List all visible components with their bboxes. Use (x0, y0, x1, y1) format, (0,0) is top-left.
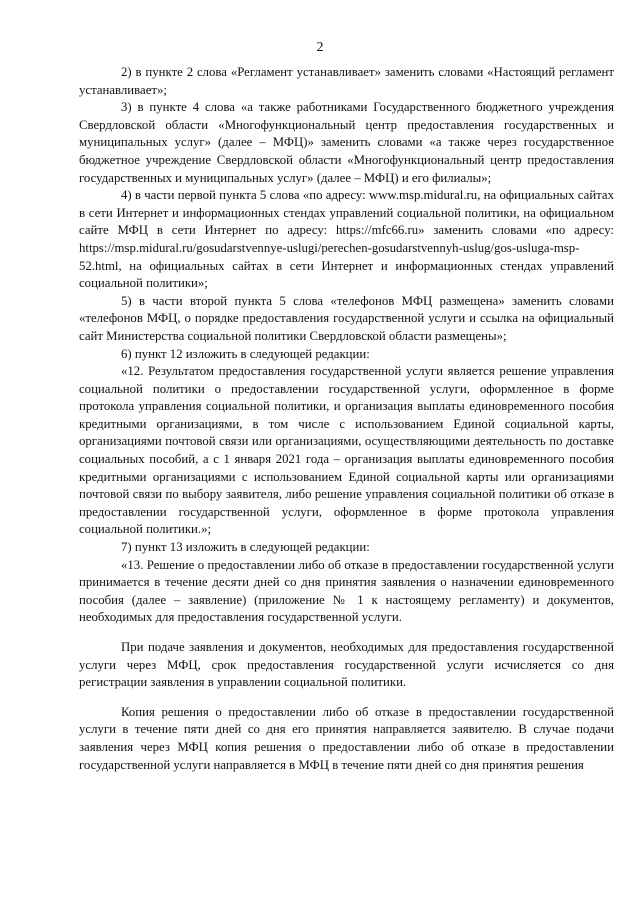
document-body (79, 64, 614, 774)
paragraph-mfc-deadline: При подаче заявления и документов, необходимых для предоставления государственной услуги через МФЦ, срок предоставления государственной услуги исчисляется со дня регистрации заявления в управлении социальной политики. (79, 640, 614, 690)
paragraph-item-3: 3) в пункте 4 слова «а также работниками Государственного бюджетного учреждения Свердловской области «Многофункциональный центр предоставления государственных и муниципальных услуг» (далее – МФЦ)» заменить словами «а также через государственное бюджетное учреждение Свердловской области «Многофункциональный центр предоставления государственных и муниципальных услуг» (далее – МФЦ) и его филиалы»; (79, 100, 614, 185)
paragraph-item-2: 2) в пункте 2 слова «Регламент устанавливает» заменить словами «Настоящий регламент устанавливает»; (79, 65, 614, 97)
paragraph-decision-copy: Копия решения о предоставлении либо об отказе в предоставлении государственной услуги в течение пяти дней со дня его принятия направляется заявителю. В случае подачи заявления через МФЦ копия решения о предоставлении либо об отказе в предоставлении государственной услуги направляется в МФЦ в течение пяти дней со дня принятия решения (79, 704, 614, 772)
paragraph-item-6: 6) пункт 12 изложить в следующей редакции: (121, 346, 370, 361)
paragraph-item-7: 7) пункт 13 изложить в следующей редакции: (121, 540, 370, 555)
paragraph-clause-13: «13. Решение о предоставлении либо об отказе в предоставлении государственной услуги принимается в течение десяти дней со дня принятия заявления о назначении единовременного пособия (далее – заявление) (приложение № 1 к настоящему регламенту) и документов, необходимых для предоставления государственной услуги. (79, 557, 614, 625)
paragraph-item-4: 4) в части первой пункта 5 слова «по адресу: www.msp.midural.ru, на официальных сайтах в сети Интернет и информационных стендах управлений социальной политики, на официальном сайте МФЦ в сети Интернет по адресу: https://mfc66.ru» заменить словами «по адресу: https://msp.midural.ru/gosudarstvennye-uslugi/perechen-gosudarstvennyh-uslug/gos-usluga-msp-52.html, на официальных сайтах в сети Интернет и информационных стендах управлений социальной политики»; (79, 188, 614, 291)
paragraph-item-5: 5) в части второй пункта 5 слова «телефонов МФЦ размещена» заменить словами «телефонов МФЦ, о порядке предоставления государственной услуги и ссылка на официальный сайт Министерства социальной политики Свердловской области размещены»; (79, 293, 614, 343)
paragraph-clause-12: «12. Результатом предоставления государственной услуги является решение управления социальной политики о предоставлении государственной услуги, оформленное в форме протокола управления социальной политики, и организация выплаты единовременного пособия кредитными организациями, в том числе с использованием Единой социальной карты, организациями почтовой связи или организациями, осуществляющими деятельность по доставке социальных пособий, а с 1 января 2021 года – организация выплаты единовременного пособия кредитными организациями с использованием Единой социальной карты или организациями почтовой связи по выбору заявителя, либо решение управления социальной политики об отказе в предоставлении государственной услуги, оформленное в форме протокола управления социальной политики.»; (79, 364, 614, 537)
page-number: 2 (316, 40, 324, 55)
